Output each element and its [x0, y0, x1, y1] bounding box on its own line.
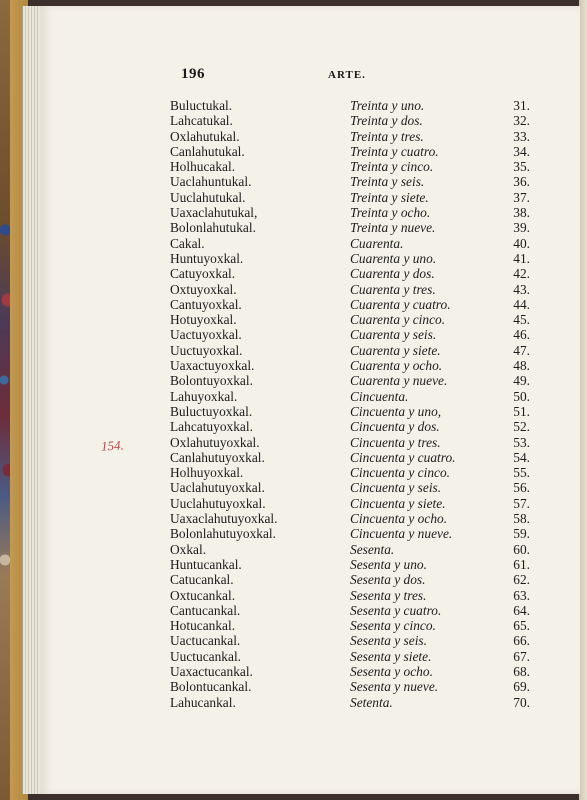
- spanish-numeral: Cuarenta y ocho.: [350, 358, 443, 374]
- list-item: [170, 159, 530, 174]
- list-item: [170, 679, 530, 694]
- list-item: [170, 450, 530, 465]
- spanish-numeral: Cincuenta y tres.: [350, 434, 441, 450]
- spanish-numeral: Treinta y uno.: [350, 98, 425, 113]
- spanish-numeral: Cincuenta y siete.: [350, 495, 446, 511]
- maya-numeral: Holhuyoxkal.: [170, 465, 244, 481]
- spanish-numeral: Sesenta y tres.: [350, 587, 427, 603]
- running-head: ARTE.: [328, 69, 366, 81]
- maya-numeral: Uuclahutuyoxkal.: [170, 495, 266, 511]
- spanish-numeral: Sesenta y cinco.: [350, 618, 436, 634]
- list-item: [170, 389, 530, 404]
- maya-numeral: Buluctukal.: [170, 98, 233, 113]
- list-item: [170, 649, 530, 664]
- spanish-numeral: Treinta y dos.: [350, 113, 423, 129]
- list-item: [170, 236, 530, 251]
- arabic-numeral: 41.: [513, 250, 530, 266]
- arabic-numeral: 53.: [513, 434, 530, 450]
- spanish-numeral: Cincuenta y uno,: [350, 403, 442, 419]
- arabic-numeral: 31.: [513, 98, 530, 113]
- arabic-numeral: 67.: [513, 648, 530, 664]
- page-number: 196: [181, 66, 205, 82]
- arabic-numeral: 60.: [513, 541, 530, 557]
- spanish-numeral: Treinta y cinco.: [350, 159, 434, 175]
- list-item: [170, 465, 530, 480]
- maya-numeral: Uaxaclahutuyoxkal.: [170, 511, 278, 527]
- maya-numeral: Uaclahuntukal.: [170, 174, 252, 190]
- arabic-numeral: 56.: [513, 480, 530, 496]
- spanish-numeral: Cuarenta y dos.: [350, 266, 435, 282]
- list-item: [170, 98, 530, 113]
- list-item: [170, 588, 530, 603]
- list-item: [170, 266, 530, 281]
- list-item: [170, 603, 530, 618]
- arabic-numeral: 70.: [513, 694, 530, 710]
- list-item: [170, 190, 530, 205]
- list-item: [170, 435, 530, 450]
- maya-numeral: Bolonlahutukal.: [170, 220, 256, 236]
- maya-numeral: Uuctucankal.: [170, 648, 242, 664]
- list-item: [170, 251, 530, 266]
- arabic-numeral: 55.: [513, 465, 530, 481]
- list-item: [170, 358, 530, 373]
- spanish-numeral: Cuarenta y seis.: [350, 327, 437, 343]
- arabic-numeral: 37.: [513, 189, 530, 205]
- arabic-numeral: 54.: [513, 449, 530, 465]
- maya-numeral: Holhucakal.: [170, 159, 236, 175]
- spanish-numeral: Treinta y siete.: [350, 189, 429, 205]
- maya-numeral: Lahcatuyoxkal.: [170, 419, 253, 435]
- list-item: [170, 695, 530, 710]
- arabic-numeral: 61.: [513, 556, 530, 572]
- list-item: [170, 511, 530, 526]
- spanish-numeral: Cuarenta y tres.: [350, 281, 436, 297]
- arabic-numeral: 49.: [513, 373, 530, 389]
- spanish-numeral: Sesenta y nueve.: [350, 679, 439, 695]
- spanish-numeral: Treinta y cuatro.: [350, 143, 439, 159]
- list-item: [170, 526, 530, 541]
- arabic-numeral: 35.: [513, 159, 530, 175]
- spanish-numeral: Setenta.: [350, 694, 393, 710]
- spanish-numeral: Sesenta y cuatro.: [350, 602, 442, 618]
- spanish-numeral: Sesenta y dos.: [350, 572, 426, 588]
- page-header: [181, 66, 205, 83]
- arabic-numeral: 38.: [513, 205, 530, 221]
- arabic-numeral: 69.: [513, 679, 530, 695]
- margin-annotation: 154.: [100, 437, 125, 454]
- list-item: [170, 220, 530, 235]
- spanish-numeral: Sesenta y siete.: [350, 648, 432, 664]
- list-item: [170, 542, 530, 557]
- spanish-numeral: Treinta y nueve.: [350, 220, 436, 236]
- maya-numeral: Bolontucankal.: [170, 679, 252, 695]
- arabic-numeral: 36.: [513, 174, 530, 190]
- list-item: [170, 572, 530, 587]
- list-item: [170, 282, 530, 297]
- arabic-numeral: 33.: [513, 128, 530, 144]
- spanish-numeral: Sesenta y ocho.: [350, 663, 433, 679]
- arabic-numeral: 34.: [513, 143, 530, 159]
- spanish-numeral: Cuarenta y siete.: [350, 342, 441, 358]
- maya-numeral: Uaclahutuyoxkal.: [170, 480, 265, 496]
- arabic-numeral: 48.: [513, 358, 530, 374]
- spanish-numeral: Sesenta.: [350, 541, 395, 557]
- arabic-numeral: 43.: [513, 281, 530, 297]
- list-item: [170, 129, 530, 144]
- arabic-numeral: 63.: [513, 587, 530, 603]
- maya-numeral: Uactuyoxkal.: [170, 327, 242, 343]
- arabic-numeral: 45.: [513, 312, 530, 328]
- arabic-numeral: 46.: [513, 327, 530, 343]
- arabic-numeral: 57.: [513, 495, 530, 511]
- arabic-numeral: 64.: [513, 602, 530, 618]
- maya-numeral: Lahcatukal.: [170, 113, 233, 129]
- list-item: [170, 496, 530, 511]
- arabic-numeral: 58.: [513, 511, 530, 527]
- maya-numeral: Canlahutuyoxkal.: [170, 449, 265, 465]
- maya-numeral: Lahuyoxkal.: [170, 388, 238, 404]
- spanish-numeral: Cincuenta y seis.: [350, 480, 442, 496]
- arabic-numeral: 39.: [513, 220, 530, 236]
- spanish-numeral: Cincuenta y nueve.: [350, 526, 453, 542]
- spanish-numeral: Cincuenta y cuatro.: [350, 449, 456, 465]
- list-item: [170, 664, 530, 679]
- maya-numeral: Hotucankal.: [170, 618, 236, 634]
- maya-numeral: Cakal.: [170, 235, 205, 251]
- spanish-numeral: Cincuenta y ocho.: [350, 511, 448, 527]
- arabic-numeral: 68.: [513, 663, 530, 679]
- arabic-numeral: 52.: [513, 419, 530, 435]
- spanish-numeral: Cuarenta y nueve.: [350, 373, 448, 389]
- list-item: [170, 312, 530, 327]
- arabic-numeral: 65.: [513, 618, 530, 634]
- maya-numeral: Uuctuyoxkal.: [170, 342, 243, 358]
- numeral-list: [170, 98, 530, 710]
- maya-numeral: Bolontuyoxkal.: [170, 373, 253, 389]
- maya-numeral: Huntuyoxkal.: [170, 250, 244, 266]
- right-page-edge: [579, 0, 587, 800]
- spanish-numeral: Treinta y seis.: [350, 174, 425, 190]
- list-item: [170, 373, 530, 388]
- spanish-numeral: Cuarenta.: [350, 235, 404, 251]
- maya-numeral: Oxlahutuyoxkal.: [170, 434, 260, 450]
- spanish-numeral: Sesenta y uno.: [350, 556, 427, 572]
- arabic-numeral: 59.: [513, 526, 530, 542]
- list-item: [170, 480, 530, 495]
- arabic-numeral: 42.: [513, 266, 530, 282]
- maya-numeral: Uaxactucankal.: [170, 663, 253, 679]
- maya-numeral: Uaxaclahutukal,: [170, 205, 258, 221]
- list-item: [170, 343, 530, 358]
- list-item: [170, 297, 530, 312]
- list-item: [170, 404, 530, 419]
- maya-numeral: Uactucankal.: [170, 633, 241, 649]
- spanish-numeral: Cuarenta y cuatro.: [350, 296, 451, 312]
- maya-numeral: Lahucankal.: [170, 694, 236, 710]
- arabic-numeral: 62.: [513, 572, 530, 588]
- maya-numeral: Cantuyoxkal.: [170, 296, 242, 312]
- maya-numeral: Uaxactuyoxkal.: [170, 358, 255, 374]
- list-item: [170, 113, 530, 128]
- maya-numeral: Uuclahutukal.: [170, 189, 246, 205]
- spanish-numeral: Cincuenta.: [350, 388, 409, 404]
- maya-numeral: Oxlahutukal.: [170, 128, 240, 144]
- arabic-numeral: 47.: [513, 342, 530, 358]
- maya-numeral: Oxtucankal.: [170, 587, 236, 603]
- maya-numeral: Oxkal.: [170, 541, 207, 557]
- list-item: [170, 633, 530, 648]
- maya-numeral: Bolonlahutuyoxkal.: [170, 526, 277, 542]
- list-item: [170, 144, 530, 159]
- list-item: [170, 557, 530, 572]
- spanish-numeral: Treinta y tres.: [350, 128, 424, 144]
- arabic-numeral: 40.: [513, 235, 530, 251]
- maya-numeral: Huntucankal.: [170, 556, 242, 572]
- arabic-numeral: 50.: [513, 388, 530, 404]
- spanish-numeral: Cincuenta y dos.: [350, 419, 440, 435]
- maya-numeral: Cantucankal.: [170, 602, 241, 618]
- list-item: [170, 205, 530, 220]
- maya-numeral: Hotuyoxkal.: [170, 312, 237, 328]
- spanish-numeral: Cuarenta y uno.: [350, 250, 437, 266]
- maya-numeral: Buluctuyoxkal.: [170, 403, 253, 419]
- list-item: [170, 618, 530, 633]
- spanish-numeral: Cuarenta y cinco.: [350, 312, 446, 328]
- maya-numeral: Oxtuyoxkal.: [170, 281, 237, 297]
- list-item: [170, 174, 530, 189]
- spanish-numeral: Cincuenta y cinco.: [350, 465, 451, 481]
- maya-numeral: Canlahutukal.: [170, 143, 245, 159]
- arabic-numeral: 66.: [513, 633, 530, 649]
- arabic-numeral: 32.: [513, 113, 530, 129]
- maya-numeral: Catuyoxkal.: [170, 266, 236, 282]
- maya-numeral: Catucankal.: [170, 572, 234, 588]
- arabic-numeral: 44.: [513, 296, 530, 312]
- list-item: [170, 419, 530, 434]
- list-item: [170, 327, 530, 342]
- spanish-numeral: Sesenta y seis.: [350, 633, 427, 649]
- arabic-numeral: 51.: [513, 403, 530, 419]
- spanish-numeral: Treinta y ocho.: [350, 205, 431, 221]
